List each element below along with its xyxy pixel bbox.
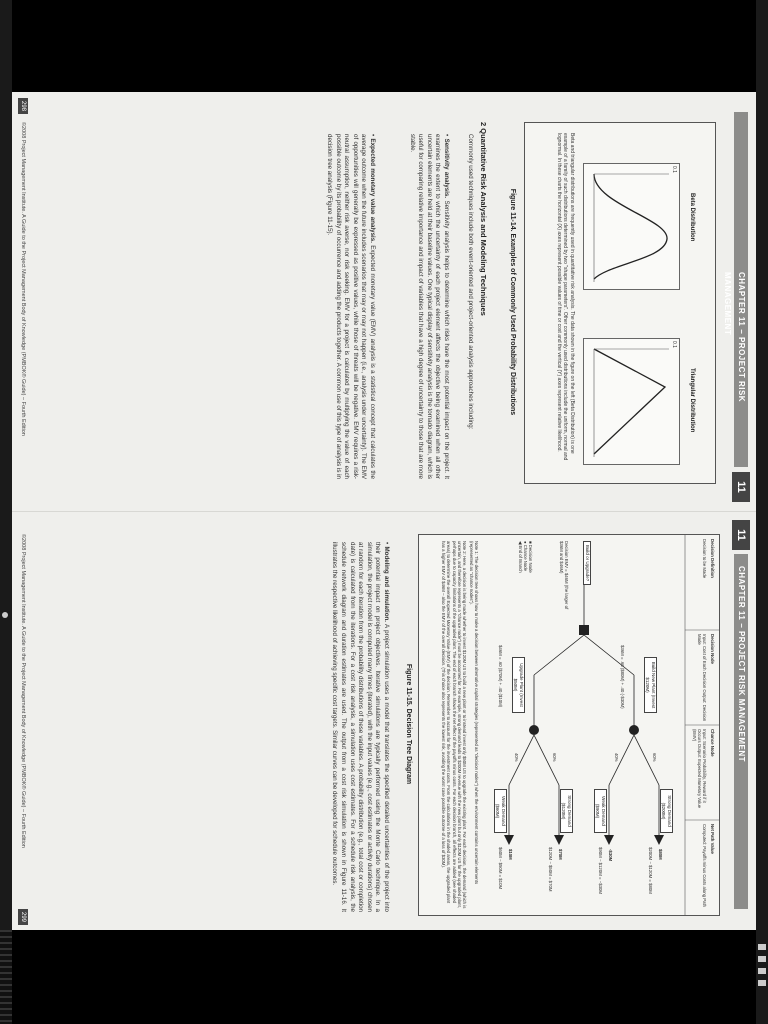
page-number: 299: [18, 909, 28, 925]
end-value: $70M: [558, 849, 563, 860]
chapter-number-tab: 11: [732, 520, 750, 550]
strong-demand-node: Strong Demand ($200M): [660, 789, 673, 833]
sensitivity-text: Sensitivity analysis helps to determine which risks have the most potential impact on the project. It examines the extent to which the uncertainty of each project element affects the objective being examined when all other uncertain elements are held at their baseline values. One typical display of sensitivity analysis is the tornado diagram, which is useful for comparing relative importance and impact of variables that have a high degree of uncertainty to those that are more stable.: [408, 134, 450, 479]
page-marker-icon[interactable]: [758, 980, 766, 986]
viewer-right-edge: [756, 0, 768, 1024]
path-value: $200M − $120M = $80M: [648, 847, 653, 894]
tree-note-1: Note 1: The decision tree shows how to make a decision between alternative capital strategies (represented as "decision nodes") when the environment contains uncertain elements (represented as "chance nodes").: [468, 541, 479, 885]
emv-title: Expected monetary value analysis.: [369, 138, 376, 243]
probability-label: 60%: [552, 753, 557, 762]
tree-header-chance-node: Chance Node: [710, 729, 715, 757]
probability-label: 40%: [514, 753, 519, 762]
legend-chance-node: ● Chance Node: [522, 541, 528, 572]
page-marker-icon[interactable]: [758, 968, 766, 974]
page-marker-icon[interactable]: [758, 944, 766, 950]
left-page: [12, 92, 756, 511]
intro-paragraph: Commonly used techniques include both event-oriented and project-oriented analysis approaches including:: [467, 134, 474, 430]
tree-sub-decision-definition: Decision to be Made: [702, 539, 707, 579]
probability-label: 60%: [652, 753, 657, 762]
strong-demand-node: Strong Demand ($120M): [560, 789, 573, 833]
page-footer: ©2008 Project Management Institute. A Guide to the Project Management Body of Knowledge (PMBOK® Guide) – Fourth Edition: [20, 534, 26, 848]
page-number: 298: [18, 98, 28, 114]
path-value: $60M − $50M = $10M: [498, 847, 503, 890]
upgrade-emv-calc: $46M = .60 ($70M) + .40 ($10M): [498, 645, 503, 708]
end-value: -$30M: [608, 849, 613, 862]
weak-demand-node: Weak Demand ($90M): [594, 789, 607, 833]
page-marker-icon[interactable]: [758, 956, 766, 962]
modeling-text: A project simulation uses a model that translates the specified detailed uncertainties of the project into their potential impact on project objectives. Iterative simulations are typically performed using the Monte Carlo technique. In a simulation, the project model is computed many times (iterated), with the input values (e.g., cost estimates or activity durations) chosen at random for each iteration from the probability distributions of these variables. A probability distribution (e.g., total cost or completion date) is calculated from the iterations. For a cost risk analysis, a simulation uses cost estimates. For a schedule risk analysis, the schedule network diagram and duration estimates are used. The output from a cost risk simulation is shown in Figure 11-16. It illustrates the respective likelihood of achieving specific cost targets. Similar curves can be developed for schedule outcomes.: [331, 542, 390, 912]
beta-axis-tick: 0.1: [671, 166, 677, 173]
tree-header-decision-node: Decision Node: [710, 634, 715, 664]
modeling-paragraph: • Modeling and simulation. A project simulation uses a model that translates the specified detailed uncertainties of the project into their potential impact on project objectives. Iterative simulations are typically performed using the Monte Carlo technique. In a simulation, the project model is computed many times (iterated), with the input values (e.g., cost estimates or activity durations) chosen at random for each iteration from the probability distributions of these variables. A probability distribution (e.g., total cost or completion date) is calculated from the iterations. For a cost risk analysis, a simulation uses cost estimates. For a schedule risk analysis, the schedule network diagram and duration estimates are used. The output from a cost risk simulation is shown in Figure 11-16. It illustrates the respective likelihood of achieving specific cost targets. Similar curves can be developed for schedule outcomes.: [331, 542, 390, 912]
book-spread: [12, 92, 756, 930]
decision-question-node: Build or Upgrade?: [584, 541, 592, 585]
path-value: $90M − $120M = −$30M: [598, 847, 603, 894]
tree-header-net-path-value: Net Path Value: [710, 824, 715, 854]
legend: [517, 541, 533, 601]
page-footer: ©2008 Project Management Institute. A Guide to the Project Management Body of Knowledge (PMBOK® Guide) – Fourth Edition: [20, 122, 26, 436]
triangular-distribution-plot: [583, 338, 680, 465]
chapter-header: CHAPTER 11 − PROJECT RISK MANAGEMENT: [734, 554, 748, 909]
chapter-header: CHAPTER 11 − PROJECT RISK MANAGEMENT: [734, 112, 748, 467]
viewer-tick-strip: [0, 930, 12, 1024]
decision-emv-label: Decision EMV = $46M (the larger of $36M and $46M): [558, 541, 569, 610]
scanned-page: [12, 92, 756, 930]
upgrade-plant-node: Upgrade Plant (Invest $50M): [512, 657, 525, 713]
distribution-figure: [524, 122, 716, 484]
scroll-position-indicator[interactable]: [2, 612, 8, 618]
triangular-curve: [584, 339, 679, 464]
right-page: [12, 511, 756, 930]
chapter-number-tab: 11: [732, 472, 750, 502]
decision-tree-figure: [418, 534, 720, 916]
tree-note-2: Note 2: Here, a decision is being made whether to invest $120M US to build a new plant or to instead invest only $50M US to upgrade the existing plant. For each decision, the demand (which is uncertain, and therefore represents a "chance node") must be accounted for. For example, strong demand leads to $200M revenue with the new plant but only $120M US for the upgraded plant, perhaps due to capacity limitations of the upgraded plant. The end of each branch shows the net effect of the payoffs minus costs. For each decision branch, all effects are added (see shaded areas) to determine the overall Expected Monetary Value (EMV) of the decision. Remember to account for the investment costs. From the calculations in the shaded areas, the upgraded plant has a higher EMV of $46M – also the EMV of the overall decision. (This choice also represents the lowest risk, avoiding the worst case possible outcome of a loss of $30M).: [441, 541, 467, 909]
sensitivity-paragraph: • Sensitivity analysis. Sensitivity analysis helps to determine which risks have the most potential impact on the project. It examines the extent to which the uncertainty of each project element affects the objective being examined when all other uncertain elements are held at their baseline values. One typical display of sensitivity analysis is the tornado diagram, which is useful for comparing relative importance and impact of variables that have a high degree of uncertainty to those that are more stable.: [408, 134, 450, 479]
weak-demand-node: Weak Demand ($60M): [494, 789, 507, 833]
sensitivity-title: Sensitivity analysis.: [443, 138, 450, 199]
path-value: $120M − $50M = $70M: [548, 847, 553, 892]
build-new-plant-node: Build New Plant (Invest $120M): [644, 657, 657, 713]
figure-note: Beta and triangular distributions are frequently used in quantitative risk analysis. The data shown in the figure on the left (Beta Distribution) is one example of a family of such distributions determined by two "shape parameters". Other commonly used distributions include the uniform, normal and lognormal. In these charts the horizontal (X) axes represent possible values of time or cost and the vertical (Y) axes represent relative likelihood.: [556, 133, 575, 461]
legend-end-of-branch: ◀ End of Branch: [517, 541, 523, 573]
section-heading: 2 Quantitative Risk Analysis and Modeling Techniques: [479, 122, 488, 316]
beta-distribution-plot: [583, 163, 680, 290]
tree-sub-chance-node: Input: Scenario Probability, Reward if it Occurs Output: Expected Monetary Value (EMV): [691, 729, 707, 808]
figure-caption: Figure 11-14. Examples of Commonly Used Probability Distributions: [509, 188, 516, 416]
viewer-left-edge: [0, 0, 12, 1024]
triangular-distribution-label: Triangular Distribution: [689, 368, 695, 433]
tree-sub-net-path-value: Computed: Payoffs minus Costs along Path: [702, 824, 707, 908]
tree-sub-decision-node: Input: Cost of Each Decision Output: Decision Made: [696, 634, 707, 722]
emv-text: Expected monetary value (EMV) analysis is a statistical concept that calculates the average outcome when the future includes scenarios that may or may not happen (i.e., analysis under uncertainty). The EMV of opportunities will generally be expressed as positive values, while those of threats will be negative. EMV requires a risk-neutral assumption, neither risk averse, nor risk seeking. EMV for a project is calculated by multiplying the value of each possible outcome by its probability of occurrence and adding the products together. A common use of this type of analysis is in decision tree analysis (Figure 11-15).: [326, 134, 376, 479]
modeling-title: Modeling and simulation.: [383, 546, 390, 623]
build-emv-calc: $36M = .60 ($80M) + .40 (-$30M): [620, 645, 625, 709]
end-value: $10M: [508, 849, 513, 860]
beta-curve: [584, 164, 679, 289]
beta-distribution-label: Beta Distribution: [689, 193, 695, 242]
legend-decision-node: ■ Decision Node: [528, 541, 533, 573]
figure-caption: Figure 11-15. Decision Tree Diagram: [405, 663, 412, 785]
probability-label: 40%: [614, 753, 619, 762]
end-value: $80M: [658, 849, 663, 860]
tree-header-decision-definition: Decision Definition: [710, 539, 715, 578]
emv-paragraph: • Expected monetary value analysis. Expected monetary value (EMV) analysis is a statistical concept that calculates the average outcome when the future includes scenarios that may or may not happen (i.e., analysis under uncertainty). The EMV of opportunities will generally be expressed as positive values, while those of threats will be negative. EMV requires a risk-neutral assumption, neither risk averse, nor risk seeking. EMV for a project is calculated by multiplying the value of each possible outcome by its probability of occurrence and adding the products together. A common use of this type of analysis is in decision tree analysis (Figure 11-15).: [326, 134, 376, 479]
triangular-axis-tick: 0.1: [671, 341, 677, 348]
